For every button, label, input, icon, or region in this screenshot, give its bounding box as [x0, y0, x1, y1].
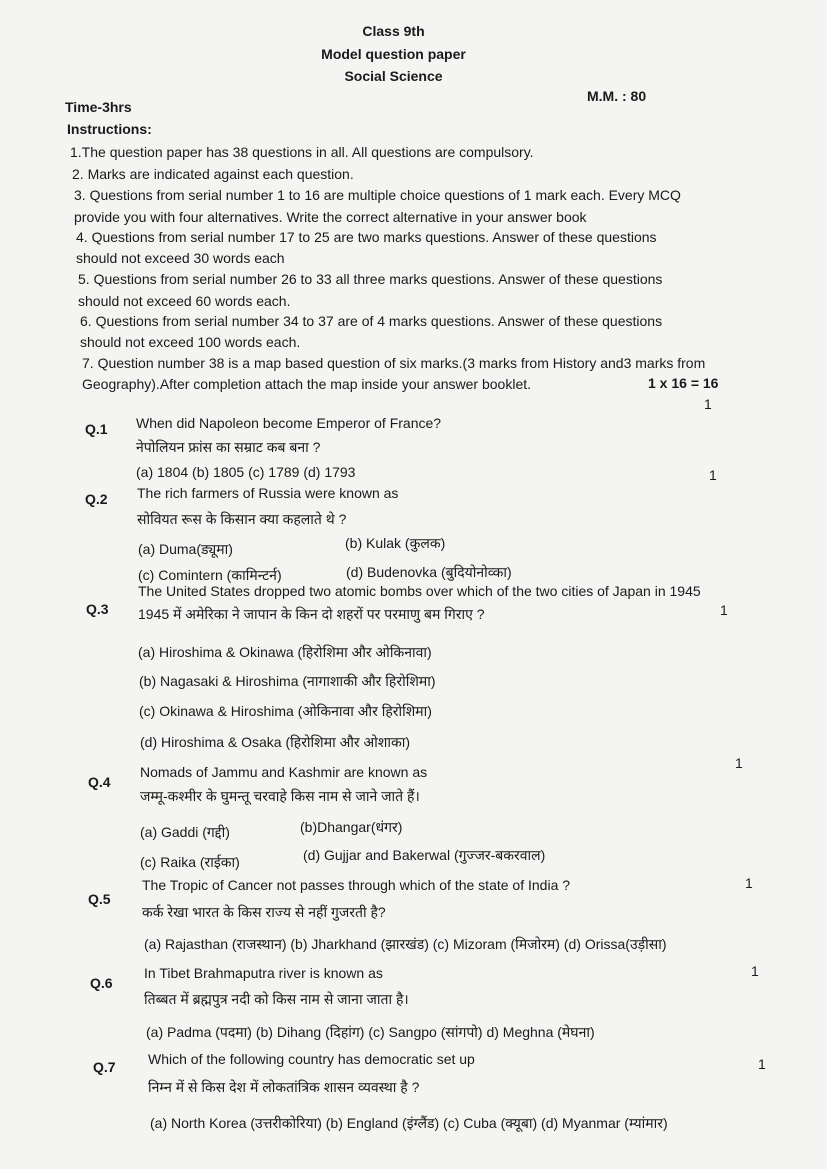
section-marks: 1 x 16 = 16	[648, 375, 719, 391]
option-c: (c) Comintern (कामिन्टर्न)	[138, 567, 282, 583]
max-marks: M.M. : 80	[587, 88, 647, 104]
option-d: (d) Hiroshima & Osaka (हिरोशिमा और ओशाका)	[140, 734, 411, 750]
option-a: (a) Gaddi (गद्दी)	[140, 824, 230, 840]
option-d: (d) Gujjar and Bakerwal (गुज्जर-बकरवाल)	[303, 847, 546, 863]
instruction-line: 7. Question number 38 is a map based question of six marks.(3 marks from History and3 marks from	[82, 355, 706, 371]
option-line: (a) North Korea (उत्तरीकोरिया) (b) England (इंग्लैंड) (c) Cuba (क्यूबा) (d) Myanmar (म्यांमार)	[150, 1115, 668, 1131]
instructions-heading: Instructions:	[67, 121, 152, 137]
instruction-line: 2. Marks are indicated against each question.	[72, 166, 354, 182]
option-c: (c) Okinawa & Hiroshima (ओकिनावा और हिरोशिमा)	[139, 703, 432, 719]
question-text-hi: कर्क रेखा भारत के किस राज्य से नहीं गुजरती है?	[142, 904, 386, 920]
instruction-line: should not exceed 30 words each	[76, 250, 285, 266]
option-a: (a) Hiroshima & Okinawa (हिरोशिमा और ओकिनावा)	[138, 644, 432, 660]
instruction-line: 5. Questions from serial number 26 to 33 all three marks questions. Answer of these questions	[78, 271, 663, 287]
subject-title: Social Science	[344, 68, 443, 84]
section-mark: 1	[704, 396, 712, 412]
question-number: Q.1	[85, 421, 108, 437]
question-number: Q.6	[90, 975, 113, 991]
question-text-en: The Tropic of Cancer not passes through which of the state of India ?	[142, 877, 571, 893]
option-line: (a) Padma (पदमा) (b) Dihang (दिहांग) (c) Sangpo (सांगपो) d) Meghna (मेघना)	[146, 1024, 595, 1040]
question-text-hi: 1945 में अमेरिका ने जापान के किन दो शहरों पर परमाणु बम गिराए ?	[138, 606, 485, 622]
question-text-hi: निम्न में से किस देश में लोकतांत्रिक शासन व्यवस्था है ?	[148, 1079, 420, 1095]
question-number: Q.3	[86, 601, 109, 617]
question-number: Q.5	[88, 891, 111, 907]
option-a: (a) Duma(ड्यूमा)	[138, 541, 233, 557]
question-mark: 1	[751, 963, 759, 979]
question-text-hi: नेपोलियन फ्रांस का सम्राट कब बना ?	[136, 439, 321, 455]
question-mark: 1	[758, 1056, 766, 1072]
question-text-en: The rich farmers of Russia were known as	[137, 485, 399, 501]
option-line: (a) 1804 (b) 1805 (c) 1789 (d) 1793	[136, 464, 356, 480]
instruction-line: 3. Questions from serial number 1 to 16 are multiple choice questions of 1 mark each. Every MCQ	[74, 187, 681, 203]
question-text-hi: सोवियत रूस के किसान क्या कहलाते थे ?	[137, 511, 347, 527]
question-text-en: The United States dropped two atomic bombs over which of the two cities of Japan in 1945	[138, 583, 701, 599]
question-number: Q.2	[85, 491, 108, 507]
instruction-line: 4. Questions from serial number 17 to 25 are two marks questions. Answer of these questions	[76, 229, 657, 245]
question-number: Q.7	[93, 1059, 116, 1075]
question-text-en: When did Napoleon become Emperor of France?	[136, 415, 442, 431]
instruction-line: should not exceed 100 words each.	[80, 334, 301, 350]
option-b: (b) Kulak (कुलक)	[345, 535, 446, 551]
option-b: (b)Dhangar(धंगर)	[300, 819, 403, 835]
question-text-en: In Tibet Brahmaputra river is known as	[144, 965, 383, 981]
question-text-hi: जम्मू-कश्मीर के घुमन्तू चरवाहे किस नाम से जाने जाते हैं।	[140, 788, 420, 804]
time-label: Time-3hrs	[65, 99, 132, 115]
class-label: Class 9th	[362, 23, 425, 39]
question-mark: 1	[709, 467, 717, 483]
question-text-en: Which of the following country has democratic set up	[148, 1051, 475, 1067]
question-mark: 1	[720, 602, 728, 618]
option-c: (c) Raika (राईका)	[140, 854, 240, 870]
question-text-hi: तिब्बत में ब्रह्मपुत्र नदी को किस नाम से जाना जाता है।	[144, 991, 409, 1007]
question-mark: 1	[735, 755, 743, 771]
instruction-line: 1.The question paper has 38 questions in all. All questions are compulsory.	[70, 144, 534, 160]
option-d: (d) Budenovka (बुदियोनोव्का)	[346, 564, 512, 580]
instruction-line: Geography).After completion attach the map inside your answer booklet.	[82, 376, 532, 392]
option-line: (a) Rajasthan (राजस्थान) (b) Jharkhand (झारखंड) (c) Mizoram (मिजोरम) (d) Orissa(उड़ीसा)	[144, 936, 667, 952]
instruction-line: 6. Questions from serial number 34 to 37 are of 4 marks questions. Answer of these questions	[80, 313, 663, 329]
option-b: (b) Nagasaki & Hiroshima (नागाशाकी और हिरोशिमा)	[139, 673, 436, 689]
question-mark: 1	[745, 875, 753, 891]
instruction-line: should not exceed 60 words each.	[78, 293, 291, 309]
question-text-en: Nomads of Jammu and Kashmir are known as	[140, 764, 428, 780]
instruction-line: provide you with four alternatives. Write the correct alternative in your answer book	[74, 209, 587, 225]
paper-title: Model question paper	[321, 46, 466, 62]
question-number: Q.4	[88, 774, 111, 790]
